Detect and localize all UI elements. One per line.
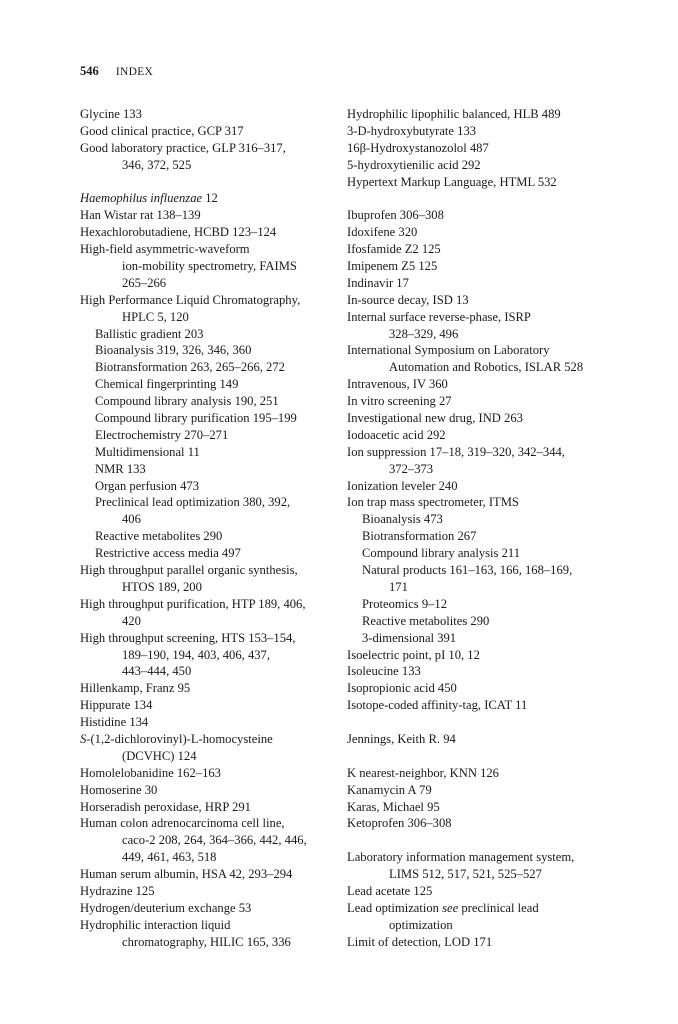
- index-entry-text: Glycine 133: [80, 107, 142, 121]
- index-entry-text: Biotransformation 263, 265–266, 272: [95, 360, 285, 375]
- index-entry: [347, 444, 609, 461]
- index-entry: [347, 765, 609, 782]
- index-entry-text: Iodoacetic acid 292: [347, 427, 446, 442]
- index-entry-text: 3-dimensional 391: [362, 630, 457, 645]
- index-continuation: [80, 511, 342, 528]
- index-entry: [347, 849, 609, 866]
- index-entry-text: Han Wistar rat 138–139: [80, 208, 201, 223]
- index-continuation: [80, 748, 342, 765]
- index-entry-text: Natural products 161–163, 166, 168–169,: [362, 563, 573, 578]
- index-entry-text: Hillenkamp, Franz 95: [80, 681, 191, 696]
- index-continuation: [80, 663, 342, 680]
- index-continuation: [80, 309, 342, 326]
- index-entry: [347, 241, 609, 258]
- index-entry-text: ion-mobility spectrometry, FAIMS: [122, 259, 297, 274]
- index-entry-prefix: S: [80, 731, 87, 746]
- index-subentry: [347, 596, 609, 613]
- index-entry: [347, 494, 609, 511]
- index-entry-text: Ibuprofen 306–308: [347, 208, 444, 223]
- index-entry-text: Idoxifene 320: [347, 225, 418, 240]
- index-entry-text: 449, 461, 463, 518: [122, 850, 217, 865]
- index-entry-text: K nearest-neighbor, KNN 126: [347, 765, 499, 780]
- index-entry-text: Ketoprofen 306–308: [347, 816, 452, 831]
- index-subentry: [80, 461, 342, 478]
- index-subentry: [80, 494, 342, 511]
- index-entry: [80, 917, 342, 934]
- index-entry: [347, 393, 609, 410]
- index-entry: [80, 815, 342, 832]
- index-entry: [80, 140, 342, 157]
- index-column-left: [80, 106, 342, 951]
- index-continuation: [80, 832, 342, 849]
- index-entry-text: 16β-Hydroxystanozolol 487: [347, 140, 489, 155]
- index-entry: [80, 241, 342, 258]
- index-entry-text: Automation and Robotics, ISLAR 528: [389, 360, 584, 375]
- index-subentry: [80, 444, 342, 461]
- index-entry-text: Organ perfusion 473: [95, 478, 199, 493]
- index-entry-text: HTOS 189, 200: [122, 579, 202, 594]
- index-entry-text: HPLC 5, 120: [122, 309, 189, 324]
- index-entry-text: optimization: [389, 917, 453, 932]
- index-entry-text: 189–190, 194, 403, 406, 437,: [122, 647, 270, 662]
- index-entry: [347, 106, 609, 123]
- index-continuation: [80, 647, 342, 664]
- index-entry-text: In-source decay, ISD 13: [347, 292, 469, 307]
- index-entry-text: caco-2 208, 264, 364–366, 442, 446,: [122, 833, 307, 848]
- index-entry: [80, 292, 342, 309]
- index-entry: [347, 123, 609, 140]
- index-entry: [80, 630, 342, 647]
- index-continuation: [80, 275, 342, 292]
- index-entry-text: 265–266: [122, 275, 167, 290]
- index-continuation: [347, 461, 609, 478]
- index-entry-text: Compound library analysis 190, 251: [95, 394, 279, 409]
- index-entry-text: 346, 372, 525: [122, 157, 192, 172]
- index-entry-text: Intravenous, IV 360: [347, 377, 448, 392]
- index-subentry: [347, 562, 609, 579]
- index-entry-text: Human colon adrenocarcinoma cell line,: [80, 816, 285, 831]
- index-entry: [347, 697, 609, 714]
- index-entry-text: Imipenem Z5 125: [347, 259, 438, 274]
- index-entry-text: 406: [122, 512, 141, 527]
- index-entry: [347, 883, 609, 900]
- index-entry-text: Ion suppression 17–18, 319–320, 342–344,: [347, 444, 565, 459]
- index-entry: [80, 680, 342, 697]
- page-number: 546: [80, 64, 99, 78]
- index-entry-text: LIMS 512, 517, 521, 525–527: [389, 867, 542, 882]
- index-entry-text: Hydrogen/deuterium exchange 53: [80, 900, 252, 915]
- index-entry: [347, 309, 609, 326]
- index-entry-text: Ionization leveler 240: [347, 478, 458, 493]
- index-entry-text: Good laboratory practice, GLP 316–317,: [80, 140, 286, 155]
- index-entry: [80, 866, 342, 883]
- index-continuation: [347, 866, 609, 883]
- index-subentry: [347, 613, 609, 630]
- index-entry: [80, 123, 342, 140]
- index-spacer: [347, 748, 609, 765]
- index-subentry: [80, 393, 342, 410]
- index-entry: [347, 799, 609, 816]
- index-entry: [347, 342, 609, 359]
- index-entry-text: 5-hydroxytienilic acid 292: [347, 157, 481, 172]
- index-entry-text: High throughput screening, HTS 153–154,: [80, 630, 296, 645]
- index-subentry: [80, 545, 342, 562]
- index-continuation: [80, 157, 342, 174]
- index-entry-text: Isoelectric point, pI 10, 12: [347, 647, 480, 662]
- index-entry-text: In vitro screening 27: [347, 394, 452, 409]
- index-entry: [80, 782, 342, 799]
- index-entry-text: Hydrophilic lipophilic balanced, HLB 489: [347, 107, 561, 121]
- index-continuation: [347, 359, 609, 376]
- index-entry-text: -(1,2-dichlorovinyl)-L-homocysteine: [86, 731, 273, 746]
- index-entry-text: Bioanalysis 473: [362, 512, 443, 527]
- index-entry-text: Isoleucine 133: [347, 664, 421, 679]
- index-entry-text: chromatography, HILIC 165, 336: [122, 934, 291, 949]
- index-entry-text: 171: [389, 579, 408, 594]
- index-spacer: [347, 714, 609, 731]
- index-entry-text: Proteomics 9–12: [362, 596, 448, 611]
- index-entry-text: Good clinical practice, GCP 317: [80, 123, 244, 138]
- index-entry-text: Ballistic gradient 203: [95, 326, 204, 341]
- index-entry: [80, 714, 342, 731]
- index-entry: [347, 174, 609, 191]
- index-entry: [80, 799, 342, 816]
- index-entry-text: Isotope-coded affinity-tag, ICAT 11: [347, 698, 528, 713]
- index-entry-text: High throughput purification, HTP 189, 406,: [80, 596, 306, 611]
- index-subentry: [80, 528, 342, 545]
- index-entry: [80, 106, 342, 123]
- index-entry-text: Reactive metabolites 290: [95, 529, 223, 544]
- index-subentry: [80, 478, 342, 495]
- index-entry-text: Bioanalysis 319, 326, 346, 360: [95, 343, 252, 358]
- index-entry: [80, 883, 342, 900]
- index-entry: [80, 900, 342, 917]
- index-entry: [80, 562, 342, 579]
- index-entry-text: Restrictive access media 497: [95, 546, 241, 561]
- index-entry: [80, 697, 342, 714]
- index-entry: [347, 224, 609, 241]
- index-entry-text: Hydrophilic interaction liquid: [80, 917, 231, 932]
- index-entry-text: Internal surface reverse-phase, ISRP: [347, 309, 531, 324]
- index-entry-text: Multidimensional 11: [95, 444, 200, 459]
- index-spacer: [347, 832, 609, 849]
- index-entry-text: 372–373: [389, 461, 434, 476]
- index-entry-text: Isopropionic acid 450: [347, 681, 457, 696]
- index-entry-text: Indinavir 17: [347, 275, 409, 290]
- index-continuation: [80, 934, 342, 951]
- index-subentry: [80, 342, 342, 359]
- index-entry-text: Compound library analysis 211: [362, 546, 520, 561]
- index-entry-text: Laboratory information management system,: [347, 850, 575, 865]
- index-entry-text: Haemophilus influenzae: [80, 191, 203, 206]
- index-subentry: [347, 528, 609, 545]
- index-subentry: [80, 376, 342, 393]
- index-entry: [347, 410, 609, 427]
- index-entry-text: Kanamycin A 79: [347, 782, 432, 797]
- index-entry: [347, 478, 609, 495]
- index-entry: [347, 275, 609, 292]
- index-entry-text: preclinical lead: [458, 900, 539, 915]
- index-entry: [347, 900, 609, 917]
- index-entry: [80, 731, 342, 748]
- index-continuation: [347, 579, 609, 596]
- index-entry-text: International Symposium on Laboratory: [347, 343, 550, 358]
- index-entry-text: Homolelobanidine 162–163: [80, 765, 221, 780]
- index-continuation: [80, 613, 342, 630]
- index-entry-text: Limit of detection, LOD 171: [347, 934, 493, 949]
- index-spacer: [80, 174, 342, 191]
- index-entry-text: Preclinical lead optimization 380, 392,: [95, 495, 291, 510]
- index-entry-text: (DCVHC) 124: [122, 748, 197, 763]
- index-entry-text: High throughput parallel organic synthesis,: [80, 563, 298, 578]
- index-continuation: [80, 579, 342, 596]
- index-entry: [80, 596, 342, 613]
- index-entry-prefix: Lead optimization: [347, 900, 443, 915]
- index-entry-text: Compound library purification 195–199: [95, 411, 297, 426]
- index-entry-text: 3-D-hydroxybutyrate 133: [347, 123, 477, 138]
- index-entry-text: Histidine 134: [80, 715, 149, 730]
- index-entry-text: Karas, Michael 95: [347, 799, 440, 814]
- index-entry-text: Ion trap mass spectrometer, ITMS: [347, 495, 519, 510]
- index-entry-text: 420: [122, 613, 141, 628]
- index-entry: [347, 731, 609, 748]
- index-entry: [347, 292, 609, 309]
- index-subentry: [347, 630, 609, 647]
- index-entry: [80, 224, 342, 241]
- index-entry-pages: 12: [202, 191, 218, 206]
- index-entry-text: Hypertext Markup Language, HTML 532: [347, 174, 557, 189]
- index-entry: [347, 815, 609, 832]
- index-entry-text: Hydrazine 125: [80, 883, 155, 898]
- index-column-right: [347, 106, 609, 951]
- index-subentry: [80, 427, 342, 444]
- index-entry: [347, 258, 609, 275]
- index-entry-text: Human serum albumin, HSA 42, 293–294: [80, 867, 293, 882]
- index-entry: [347, 782, 609, 799]
- index-entry-text: Jennings, Keith R. 94: [347, 731, 456, 746]
- index-continuation: [347, 326, 609, 343]
- index-subentry: [347, 545, 609, 562]
- index-entry-text: Hippurate 134: [80, 698, 153, 713]
- index-subentry: [80, 410, 342, 427]
- index-entry: [347, 140, 609, 157]
- page-header: [80, 64, 153, 79]
- index-entry-text: 328–329, 496: [389, 326, 459, 341]
- index-entry: [80, 190, 342, 207]
- index-entry-text: High-field asymmetric-waveform: [80, 242, 250, 257]
- index-entry-text: Ifosfamide Z2 125: [347, 242, 441, 257]
- index-entry: [347, 157, 609, 174]
- index-continuation: [80, 849, 342, 866]
- index-entry-text: Investigational new drug, IND 263: [347, 411, 523, 426]
- index-entry-text: NMR 133: [95, 461, 146, 476]
- index-entry-text: Electrochemistry 270–271: [95, 427, 229, 442]
- index-spacer: [347, 190, 609, 207]
- index-entry-text: Lead acetate 125: [347, 883, 433, 898]
- index-entry: [347, 663, 609, 680]
- index-entry-text: Homoserine 30: [80, 782, 158, 797]
- index-entry: [347, 934, 609, 951]
- index-entry: [80, 207, 342, 224]
- index-entry-text: Biotransformation 267: [362, 529, 477, 544]
- index-entry-text: Hexachlorobutadiene, HCBD 123–124: [80, 225, 277, 240]
- index-cross-reference: see: [442, 900, 459, 915]
- index-subentry: [80, 359, 342, 376]
- index-subentry: [80, 326, 342, 343]
- index-entry: [347, 376, 609, 393]
- index-subentry: [347, 511, 609, 528]
- running-title: INDEX: [115, 66, 154, 78]
- index-entry-text: Reactive metabolites 290: [362, 613, 490, 628]
- index-entry-text: Horseradish peroxidase, HRP 291: [80, 799, 251, 814]
- index-entry: [347, 647, 609, 664]
- index-entry-text: 443–444, 450: [122, 664, 192, 679]
- index-continuation: [80, 258, 342, 275]
- index-entry: [80, 765, 342, 782]
- index-continuation: [347, 917, 609, 934]
- index-entry-text: Chemical fingerprinting 149: [95, 377, 239, 392]
- index-entry: [347, 207, 609, 224]
- index-entry-text: High Performance Liquid Chromatography,: [80, 292, 301, 307]
- index-entry: [347, 427, 609, 444]
- index-entry: [347, 680, 609, 697]
